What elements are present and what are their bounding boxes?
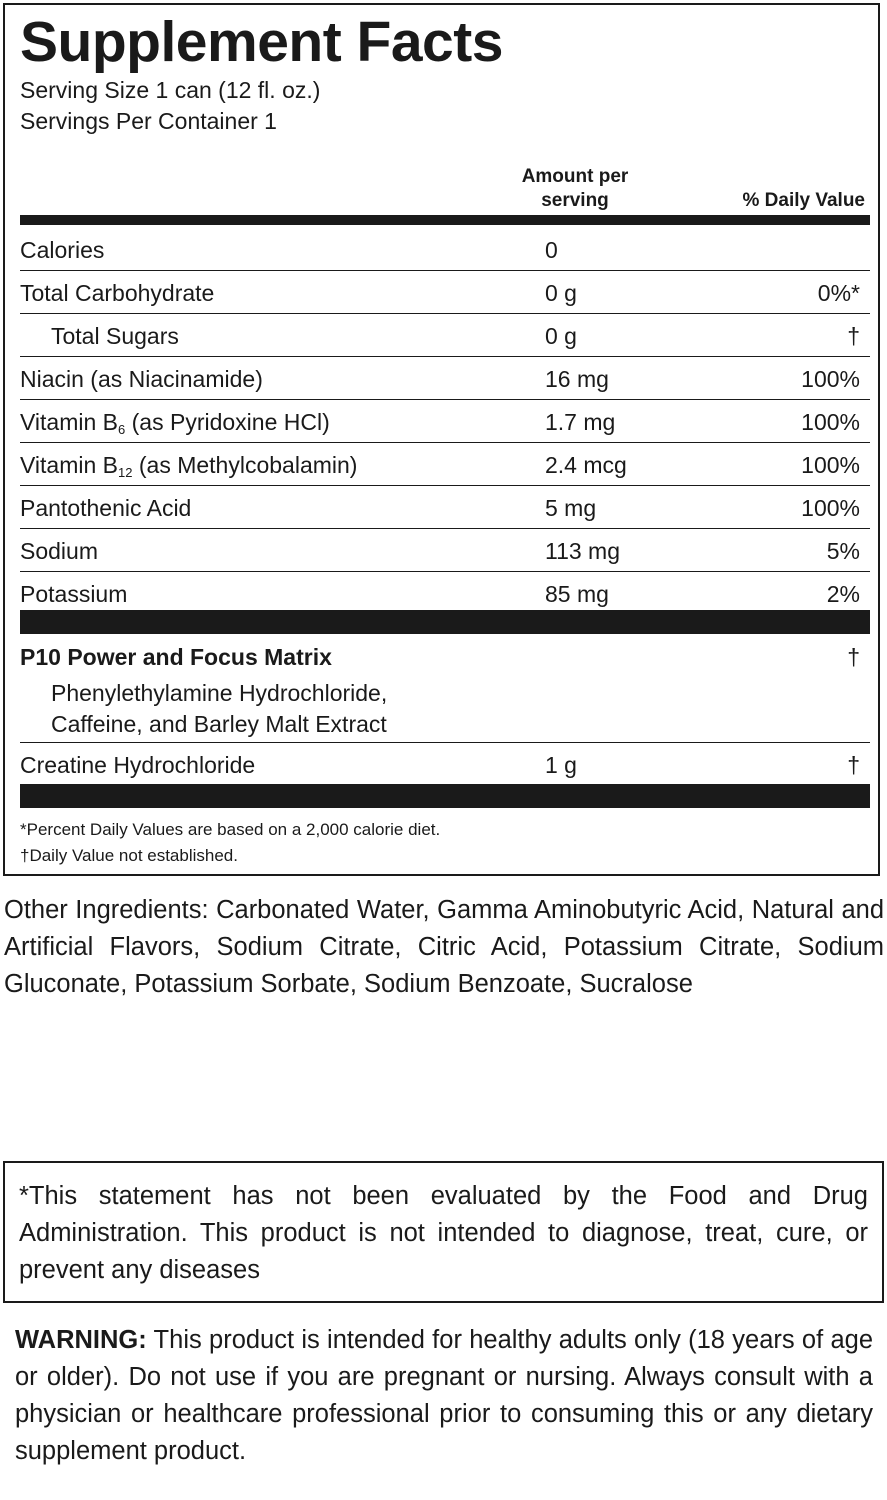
amount-per-serving-header: Amount per serving <box>521 166 629 211</box>
nutrient-amount: 0 <box>545 237 558 263</box>
thick-divider <box>20 610 870 634</box>
nutrient-daily-value: 100% <box>801 452 860 478</box>
footnote-not-established: †Daily Value not established. <box>20 846 238 865</box>
nutrient-daily-value: 2% <box>826 581 860 607</box>
nutrient-daily-value: 100% <box>801 366 860 392</box>
nutrient-name: Total Carbohydrate <box>20 280 215 306</box>
fda-statement: *This statement has not been evaluated by the Food and Drug Administration. This product is not intended to diagnose, treat, cure, or prevent any diseases <box>19 1182 868 1284</box>
nutrient-amount: 2.4 mcg <box>545 452 627 478</box>
nutrient-name-subscript: 6 <box>118 422 126 437</box>
nutrient-name: Niacin (as Niacinamide) <box>20 366 263 392</box>
nutrient-name-subscript: 12 <box>118 465 133 480</box>
blend-daily-value: † <box>847 644 860 670</box>
nutrient-name: Calories <box>20 237 105 263</box>
nutrient-daily-value: 100% <box>801 409 860 435</box>
warning-statement <box>15 1322 873 1470</box>
blend-ingredients <box>51 678 611 740</box>
nutrient-name-text: Vitamin B <box>20 452 119 478</box>
supplement-facts-panel <box>3 3 880 876</box>
nutrient-row <box>20 400 870 443</box>
nutrient-daily-value: 0%* <box>817 280 860 306</box>
nutrient-name <box>20 407 330 437</box>
nutrient-row <box>20 228 870 271</box>
nutrient-name-source: (as Pyridoxine HCl) <box>125 409 330 435</box>
daily-value-header: % Daily Value <box>742 190 865 211</box>
nutrient-amount: 85 mg <box>545 581 609 607</box>
nutrient-name: Total Sugars <box>51 323 179 349</box>
nutrient-row <box>20 314 870 357</box>
nutrient-row <box>20 357 870 400</box>
nutrient-name <box>20 450 357 480</box>
nutrient-row <box>20 486 870 529</box>
blend-ingredients-line: Caffeine, and Barley Malt Extract <box>51 711 387 737</box>
footnote-percent-dv: *Percent Daily Values are based on a 2,000 calorie diet. <box>20 820 441 839</box>
nutrient-name-source: (as Methylcobalamin) <box>132 452 358 478</box>
nutrient-daily-value: † <box>847 752 860 778</box>
servings-per-container: Servings Per Container 1 <box>20 108 277 134</box>
panel-title: Supplement Facts <box>20 10 503 74</box>
blend-title: P10 Power and Focus Matrix <box>20 644 332 670</box>
blend-ingredients-line: Phenylethylamine Hydrochloride, <box>51 680 388 706</box>
footnotes <box>20 817 440 869</box>
nutrient-amount: 5 mg <box>545 495 597 521</box>
nutrient-row <box>20 572 870 615</box>
nutrient-name: Potassium <box>20 581 128 607</box>
nutrient-daily-value: 5% <box>826 538 860 564</box>
warning-label: WARNING: <box>15 1326 147 1354</box>
thick-divider <box>20 784 870 808</box>
nutrient-amount: 113 mg <box>545 538 621 564</box>
nutrient-name: Sodium <box>20 538 98 564</box>
nutrient-amount: 0 g <box>545 280 577 306</box>
other-ingredients: Other Ingredients: Carbonated Water, Gamma Aminobutyric Acid, Natural and Artificial Flavors, Sodium Citrate, Citric Acid, Potassium Citrate, Sodium Gluconate, Potassium Sorbate, Sodium Benzoate, Sucralose <box>4 896 884 998</box>
nutrient-row <box>20 743 870 786</box>
nutrient-row <box>20 529 870 572</box>
thick-divider <box>20 215 870 225</box>
nutrient-amount: 1.7 mg <box>545 409 616 435</box>
nutrient-amount: 16 mg <box>545 366 609 392</box>
fda-statement-box <box>3 1161 884 1303</box>
nutrient-name-text: Vitamin B <box>20 409 119 435</box>
proprietary-blend <box>20 634 870 743</box>
serving-size: Serving Size 1 can (12 fl. oz.) <box>20 77 321 103</box>
nutrient-daily-value: 100% <box>801 495 860 521</box>
nutrient-row <box>20 271 870 314</box>
nutrient-daily-value: † <box>847 323 860 349</box>
nutrient-amount: 0 g <box>545 323 577 349</box>
nutrient-amount: 1 g <box>545 752 577 778</box>
nutrient-name: Creatine Hydrochloride <box>20 752 256 778</box>
nutrient-name: Pantothenic Acid <box>20 495 192 521</box>
nutrient-row <box>20 443 870 486</box>
warning-text: This product is intended for healthy adults only (18 years of age or older). Do not use if you are pregnant or nursing. Always consult with a physician or healthcare professional prior to consuming this or any dietary supplement product. <box>15 1326 873 1465</box>
